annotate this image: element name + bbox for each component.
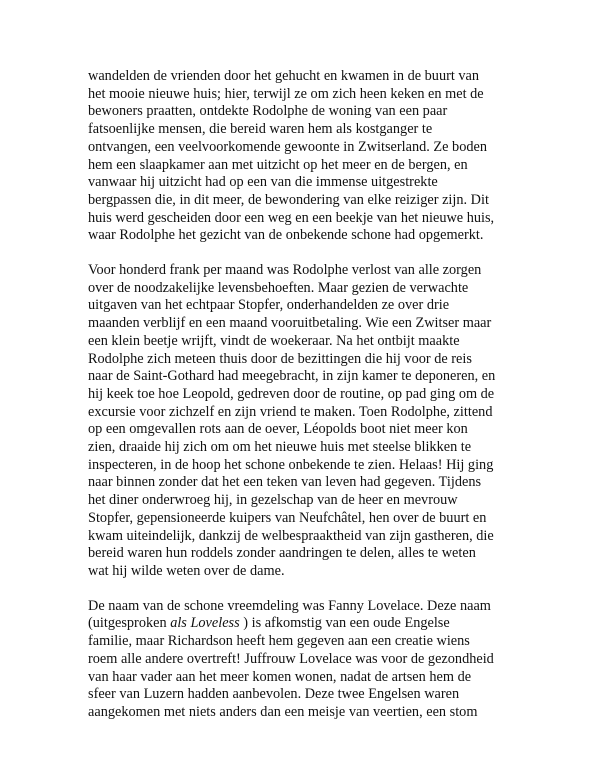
text-line: Stopfer, gepensioneerde kuipers van Neufchâtel, hen over de buurt en xyxy=(88,509,487,526)
text-line: sfeer van Luzern hadden aanbevolen. Deze twee Engelsen waren xyxy=(88,686,460,703)
text-line: fatsoenlijke mensen, die bereid waren hem als kostganger te xyxy=(88,121,433,138)
paragraph-2 xyxy=(88,262,528,581)
text-line: zien, draaide hij zich om om het nieuwe huis met steelse blikken te xyxy=(88,439,472,456)
text-line: inspecteren, in de hoop het schone onbekende te zien. Helaas! Hij ging xyxy=(88,456,494,473)
text-line: Voor honderd frank per maand was Rodolphe verlost van alle zorgen xyxy=(88,262,482,279)
text-line: het mooie nieuwe huis; hier, terwijl ze om zich heen keken en met de xyxy=(88,85,484,102)
paragraph-3 xyxy=(88,598,528,722)
text-line: familie, maar Richardson heeft hem gegeven aan een creatie wiens xyxy=(88,633,470,650)
text-line: een klein beetje wrijft, vindt de woekeraar. Na het ontbijt maakte xyxy=(88,332,460,349)
text-line: op een omgevallen rots aan de oever, Léopolds boot niet meer kon xyxy=(88,421,468,438)
text-line: waar Rodolphe het gezicht van de onbekende schone had opgemerkt. xyxy=(88,227,484,244)
text-line: uitgaven van het echtpaar Stopfer, onderhandelden ze over drie xyxy=(88,297,450,314)
text-line: naar binnen zonder dat het een teken van leven had gegeven. Tijdens xyxy=(88,474,482,491)
text-line: wandelden de vrienden door het gehucht en kwamen in de buurt van xyxy=(88,68,480,84)
document-page xyxy=(88,68,528,739)
paragraph-1 xyxy=(88,68,528,245)
text-line: bereid waren hun roddels zonder aandringen te delen, alles te weten xyxy=(88,545,476,562)
text-line xyxy=(88,615,528,633)
text-line: excursie voor zichzelf en zijn vriend te maken. Toen Rodolphe, zittend xyxy=(88,403,493,420)
text-line: huis werd gescheiden door een weg en een beekje van het nieuwe huis, xyxy=(88,209,495,226)
text-line: het diner onderwroeg hij, in gezelschap van de heer en mevrouw xyxy=(88,492,458,509)
text-line: Rodolphe zich meteen thuis door de bezittingen die hij voor de reis xyxy=(88,350,472,367)
text-line: maanden verblijf en een maand vooruitbetaling. Wie een Zwitser maar xyxy=(88,315,492,332)
text-line: kwam uiteindelijk, dankzij de welbespraaktheid van zijn gastheren, die xyxy=(88,527,494,544)
text-line: hij keek toe hoe Leopold, gedreven door de routine, op pad ging om de xyxy=(88,385,495,402)
text-line: ontvangen, een veelvoorkomende gewoonte in Zwitserland. Ze boden xyxy=(88,138,487,155)
text-line: De naam van de schone vreemdeling was Fanny Lovelace. Deze naam xyxy=(88,597,491,614)
text-line: bergpassen die, in dit meer, de bewondering van elke reiziger zijn. Dit xyxy=(88,191,489,208)
text-line: vanwaar hij uitzicht had op een van die immense uitgestrekte xyxy=(88,174,438,191)
text-line: bewoners praatten, ontdekte Rodolphe de woning van een paar xyxy=(88,103,448,120)
text-line: over de noodzakelijke levensbehoeften. Maar gezien de verwachte xyxy=(88,279,469,296)
text-line: aangekomen met niets anders dan een meisje van veertien, een stom xyxy=(88,703,478,720)
text-line: wat hij wilde weten over de dame. xyxy=(88,562,285,579)
text-line: hem een slaapkamer aan met uitzicht op het meer en de bergen, en xyxy=(88,156,468,173)
text-line: van haar vader aan het meer komen wonen, nadat de artsen hem de xyxy=(88,668,472,685)
text-line: roem alle andere overtreft! Juffrouw Lovelace was voor de gezondheid xyxy=(88,650,494,667)
text-span: ) is afkomstig van een oude Engelse xyxy=(239,615,450,632)
italic-text: als Loveless xyxy=(170,615,240,632)
text-span: (uitgesproken xyxy=(88,615,171,632)
text-line: naar de Saint-Gothard had meegebracht, in zijn kamer te deponeren, en xyxy=(88,368,496,385)
